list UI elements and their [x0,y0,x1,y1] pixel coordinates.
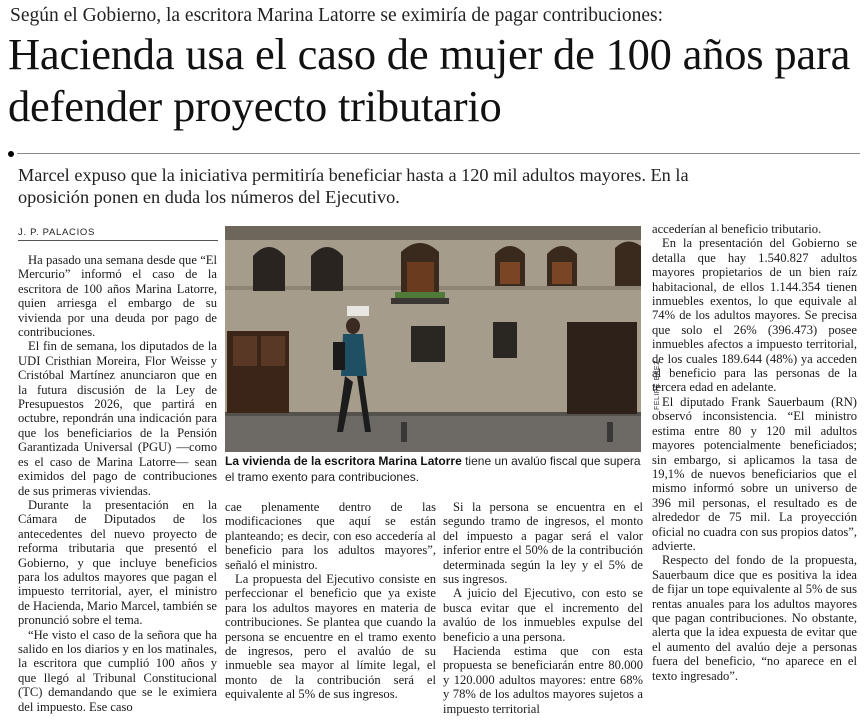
photo-credit: FELIPE BÁEZ [654,360,661,410]
paragraph: accederían al beneficio tributario. [652,222,822,236]
column-2 [225,500,436,702]
caption-text: tiene un avalúo fiscal que supera el tramo exento para contribuciones. [225,454,641,484]
headline: Hacienda usa el caso de mujer de 100 años para defender proyecto tributario [8,29,851,131]
rule-bullet [8,151,14,157]
paragraph: El diputado Frank Sauerbaum (RN) observó inconsistencia. “El ministro estima entre 80 y 120 mil adultos mayores potencialmente beneficiados; sin embargo, si aplicamos la tasa de 19,1% de nuevos beneficiarios que el mismo informó sobre un universo de 396 mil personas, el resultado es de alrededor de 75 mil. La proyección oficial no cuadra con sus propios datos”, advierte. [652,394,857,553]
paragraph: “He visto el caso de la señora que ha salido en los diarios y en los matinales, la escritora que cumplió 100 años y que llegó al Tribunal Constitucional (TC) demandando que se le eximiera del impuesto. Ese caso [18,627,217,714]
paragraph: Hacienda estima que con esta propuesta se beneficiarán entre 80.000 y 120.000 adultos mayores: entre 68% y 78% de los adultos mayores sujetos a impuesto territorial [443,644,643,716]
deck: Marcel expuso que la iniciativa permitiría beneficiar hasta a 120 mil adultos mayores. En la oposición ponen en duda los números del Ejecutivo. [18,165,689,207]
paragraph: Ha pasado una semana desde que “El Mercurio” informó el caso de la escritora de 100 años Marina Latorre, quien arriesga el embargo de su vivienda por una deuda por pago de contribuciones. [18,253,217,340]
byline: J. P. PALACIOS [18,227,96,238]
paragraph: cae plenamente dentro de las modificaciones que aquí se están planteando; es decir, con eso accedería al beneficio para los adultos mayores”, señaló el ministro. [225,500,436,572]
headline-rule [8,151,860,157]
street-scene-illustration [225,226,641,452]
paragraph: En la presentación del Gobierno se detalla que hay 1.540.827 adultos mayores propietarios de un bien raíz habitacional, de ellos 1.144.354 tienen inmuebles exentos, lo que equivale al 74% de los adultos mayores. Se precisa que solo el 26% (396.473) posee inmuebles afectos a impuesto territorial, de los cuales 189.644 (48%) ya acceden al beneficio para las personas de la tercera edad en adelante. [652,236,857,395]
paragraph: A juicio del Ejecutivo, con esto se busca evitar que el incremento del avalúo de los inmuebles expulse del beneficio a una persona. [443,586,643,644]
paragraph: La propuesta del Ejecutivo consiste en perfeccionar el beneficio que ya existe para los adultos mayores en materia de contribuciones. Se plantea que cuando la persona se encuentre en el tramo exento de ingresos, pero el avalúo de su inmueble sea mayor al límite legal, el monto de la contribución será el equivalente al 5% de sus ingresos. [225,572,436,702]
column-4 [652,222,857,683]
rule-line [17,153,860,154]
photo-caption [225,454,641,485]
house-photo [225,226,641,452]
paragraph: El fin de semana, los diputados de la UDI Cristhian Moreira, Flor Weisse y Cristóbal Martínez anunciaron que en la futura discusión de la Ley de Presupuestos 2026, que partirá en octubre, repondrán una indicación para que los beneficiarios de la Pensión Garantizada Universal (PGU) —como es el caso de Marina Latorre— sean eximidos del pago de contribuciones de sus primeras viviendas. [18,339,217,498]
kicker: Según el Gobierno, la escritora Marina Latorre se eximiría de pagar contribuciones: [10,5,664,26]
column-1 [18,253,217,714]
caption-bold: La vivienda de la escritora Marina Latorre [225,454,462,468]
paragraph: Respecto del fondo de la propuesta, Sauerbaum dice que es positiva la idea de fijar un tope equivalente al 5% de sus rentas anuales para los adultos mayores que pagan contribuciones. No obstante, alerta que la idea expuesta de evitar que el aumento del avalúo deje a personas fuera del beneficio, “no aparece en el texto ingresado”. [652,553,857,683]
paragraph: Durante la presentación en la Cámara de Diputados de los antecedentes del nuevo proyecto de reforma tributaria que presentó el Gobierno, y que incluye beneficios para los adultos mayores que pagan el impuesto territorial, ayer, el ministro de Hacienda, Mario Marcel, también se pronunció sobre el tema. [18,497,217,628]
paragraph: Si la persona se encuentra en el segundo tramo de ingresos, el monto del impuesto a pagar será el valor inferior entre el 50% de la contribución determinada según la ley y el 5% de sus ingresos. [443,500,643,587]
column-3 [443,500,643,716]
byline-rule [18,240,218,241]
